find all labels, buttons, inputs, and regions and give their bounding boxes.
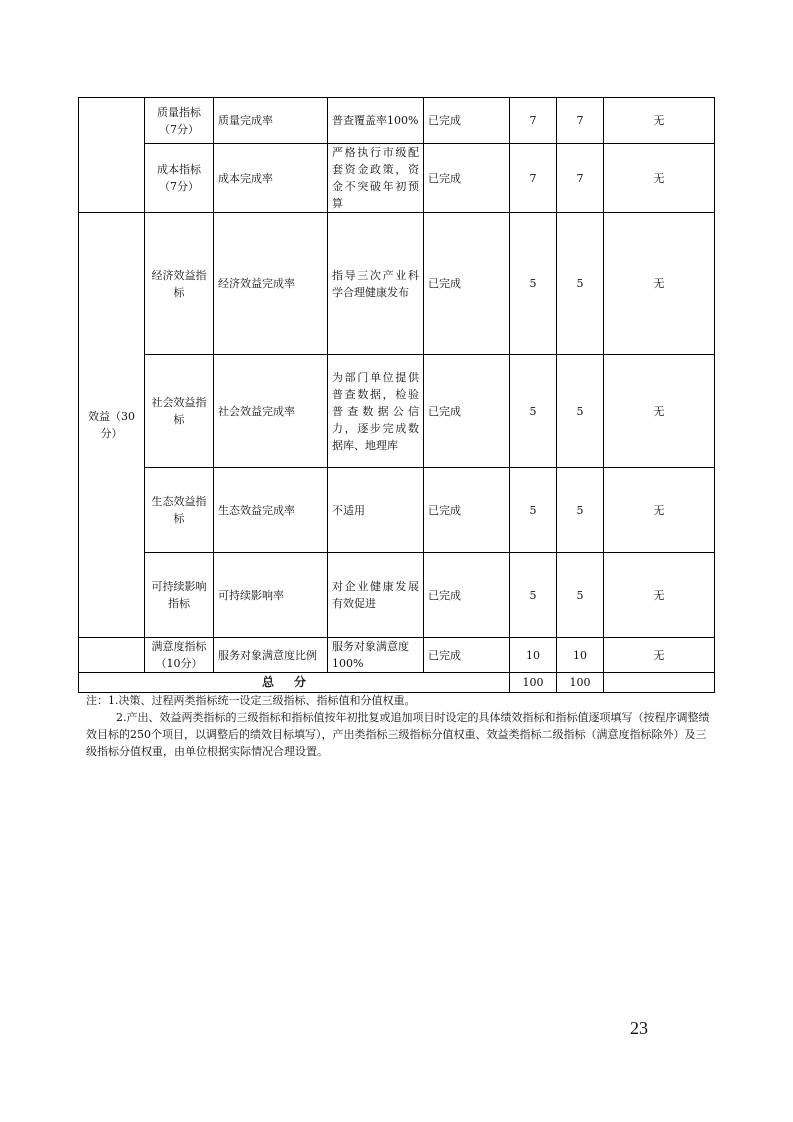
actual-cell: 已完成 [424,144,510,213]
table-notes [86,692,714,760]
indicator-value-cell: 指导三次产业科学合理健康发布 [328,213,424,355]
score-cell: 5 [557,355,604,468]
empty-group-cell [79,638,145,673]
level2-cell: 可持续影响指标 [145,553,214,638]
level2-cell: 生态效益指标 [145,468,214,553]
level3-cell: 可持续影响率 [214,553,328,638]
weight-cell: 5 [510,213,557,355]
remark-cell: 无 [604,468,715,553]
remark-cell: 无 [604,355,715,468]
actual-cell: 已完成 [424,213,510,355]
score-cell: 10 [557,638,604,673]
score-cell: 5 [557,553,604,638]
level2-cell: 成本指标（7分） [145,144,214,213]
level3-cell: 社会效益完成率 [214,355,328,468]
level3-cell: 经济效益完成率 [214,213,328,355]
indicator-value-cell: 严格执行市级配套资金政策，资金不突破年初预算 [328,144,424,213]
score-cell: 5 [557,213,604,355]
table-row [79,355,715,468]
table-row [79,98,715,144]
level2-cell: 经济效益指标 [145,213,214,355]
level2-cell: 满意度指标（10分） [145,638,214,673]
actual-cell: 已完成 [424,355,510,468]
note-line-1: 注：1.决策、过程两类指标统一设定三级指标、指标值和分值权重。 [86,694,416,707]
actual-cell: 已完成 [424,553,510,638]
output-group-cell-continued [79,98,145,213]
remark-cell: 无 [604,638,715,673]
total-score: 100 [557,673,604,693]
table-row [79,553,715,638]
weight-cell: 7 [510,98,557,144]
score-cell: 5 [557,468,604,553]
indicator-value-cell: 对企业健康发展有效促进 [328,553,424,638]
level2-cell: 质量指标（7分） [145,98,214,144]
score-cell: 7 [557,98,604,144]
indicator-value-cell: 为部门单位提供普查数据，检验普查数据公信力，逐步完成数据库、地理库 [328,355,424,468]
score-cell: 7 [557,144,604,213]
level3-cell: 质量完成率 [214,98,328,144]
weight-cell: 5 [510,355,557,468]
actual-cell: 已完成 [424,468,510,553]
total-row [79,673,715,693]
table-row [79,468,715,553]
weight-cell: 5 [510,468,557,553]
remark-cell: 无 [604,553,715,638]
level3-cell: 服务对象满意度比例 [214,638,328,673]
page-number: 23 [630,1018,648,1038]
actual-cell: 已完成 [424,638,510,673]
table-row [79,144,715,213]
level3-cell: 生态效益完成率 [214,468,328,553]
table-row [79,638,715,673]
actual-cell: 已完成 [424,98,510,144]
weight-cell: 10 [510,638,557,673]
indicator-value-cell: 普查覆盖率100% [328,98,424,144]
benefit-group-cell: 效益（30分） [79,213,145,638]
weight-cell: 7 [510,144,557,213]
total-label: 总分 [79,673,510,693]
performance-table [78,97,715,693]
table-row [79,213,715,355]
note-line-2: 2.产出、效益两类指标的三级指标和指标值按年初批复或追加项目时设定的具体绩效指标和指标值逐项填写（按程序调整绩效目标的250个项目，以调整后的绩效目标填写），产出类指标三级指标分值权重、效益类指标二级指标（满意度指标除外）及三级指标分值权重，由单位根据实际情况合理设置。 [86,711,710,758]
level3-cell: 成本完成率 [214,144,328,213]
remark-cell: 无 [604,213,715,355]
indicator-value-cell: 不适用 [328,468,424,553]
remark-cell: 无 [604,144,715,213]
indicator-value-cell: 服务对象满意度100% [328,638,424,673]
total-weight: 100 [510,673,557,693]
weight-cell: 5 [510,553,557,638]
total-remark [604,673,715,693]
remark-cell: 无 [604,98,715,144]
level2-cell: 社会效益指标 [145,355,214,468]
